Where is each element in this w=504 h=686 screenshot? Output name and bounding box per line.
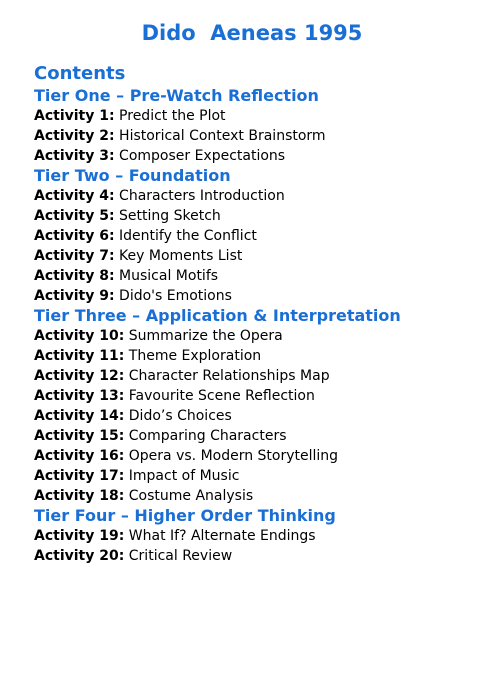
activity-title: Character Relationships Map (124, 368, 330, 384)
activity-title: Comparing Characters (124, 428, 287, 444)
activity-item (34, 246, 494, 266)
activity-item (34, 406, 494, 426)
activity-item (34, 486, 494, 506)
tier-heading: Tier One – Pre-Watch Reflection (34, 86, 319, 105)
activity-item (34, 386, 494, 406)
activity-item (34, 226, 494, 246)
activity-number: Activity 15: (34, 428, 125, 444)
activity-number: Activity 7: (34, 248, 115, 264)
activity-title: Opera vs. Modern Storytelling (124, 448, 339, 464)
activity-number: Activity 4: (34, 188, 115, 204)
activity-item (34, 186, 494, 206)
activity-number: Activity 19: (34, 528, 125, 544)
activity-title: Critical Review (124, 548, 233, 564)
activity-item (34, 366, 494, 386)
activity-item (34, 126, 494, 146)
activity-title: Key Moments List (114, 248, 243, 264)
activity-number: Activity 12: (34, 368, 125, 384)
activity-title: Summarize the Opera (124, 328, 283, 344)
activity-number: Activity 18: (34, 488, 125, 504)
contents-heading: Contents (34, 63, 126, 84)
activity-title: Identify the Conflict (114, 228, 257, 244)
activity-number: Activity 8: (34, 268, 115, 284)
activity-number: Activity 10: (34, 328, 125, 344)
activity-item (34, 106, 494, 126)
activity-title: What If? Alternate Endings (124, 528, 316, 544)
activity-item (34, 446, 494, 466)
activity-number: Activity 14: (34, 408, 125, 424)
activity-title: Characters Introduction (114, 188, 285, 204)
activity-number: Activity 9: (34, 288, 115, 304)
tier-heading: Tier Four – Higher Order Thinking (34, 506, 336, 525)
activity-title: Dido’s Choices (124, 408, 232, 424)
activity-item (34, 326, 494, 346)
activity-number: Activity 17: (34, 468, 125, 484)
activity-title: Composer Expectations (114, 148, 286, 164)
activity-item (34, 146, 494, 166)
activity-title: Costume Analysis (124, 488, 254, 504)
table-of-contents (34, 86, 494, 566)
activity-item (34, 526, 494, 546)
activity-item (34, 286, 494, 306)
activity-title: Theme Exploration (124, 348, 262, 364)
activity-title: Dido's Emotions (114, 288, 232, 304)
activity-title: Setting Sketch (114, 208, 221, 224)
activity-item (34, 426, 494, 446)
activity-number: Activity 3: (34, 148, 115, 164)
tier-heading: Tier Three – Application & Interpretation (34, 306, 401, 325)
activity-item (34, 346, 494, 366)
activity-number: Activity 1: (34, 108, 115, 124)
activity-item (34, 206, 494, 226)
activity-title: Musical Motifs (114, 268, 219, 284)
activity-number: Activity 13: (34, 388, 125, 404)
activity-number: Activity 11: (34, 348, 125, 364)
activity-number: Activity 5: (34, 208, 115, 224)
activity-number: Activity 20: (34, 548, 125, 564)
activity-title: Historical Context Brainstorm (114, 128, 326, 144)
activity-number: Activity 16: (34, 448, 125, 464)
activity-title: Predict the Plot (114, 108, 226, 124)
activity-number: Activity 2: (34, 128, 115, 144)
activity-title: Favourite Scene Reflection (124, 388, 315, 404)
activity-item (34, 266, 494, 286)
tier-heading: Tier Two – Foundation (34, 166, 231, 185)
activity-title: Impact of Music (124, 468, 240, 484)
activity-number: Activity 6: (34, 228, 115, 244)
activity-item (34, 466, 494, 486)
document-title: Dido Aeneas 1995 (141, 21, 363, 45)
activity-item (34, 546, 494, 566)
